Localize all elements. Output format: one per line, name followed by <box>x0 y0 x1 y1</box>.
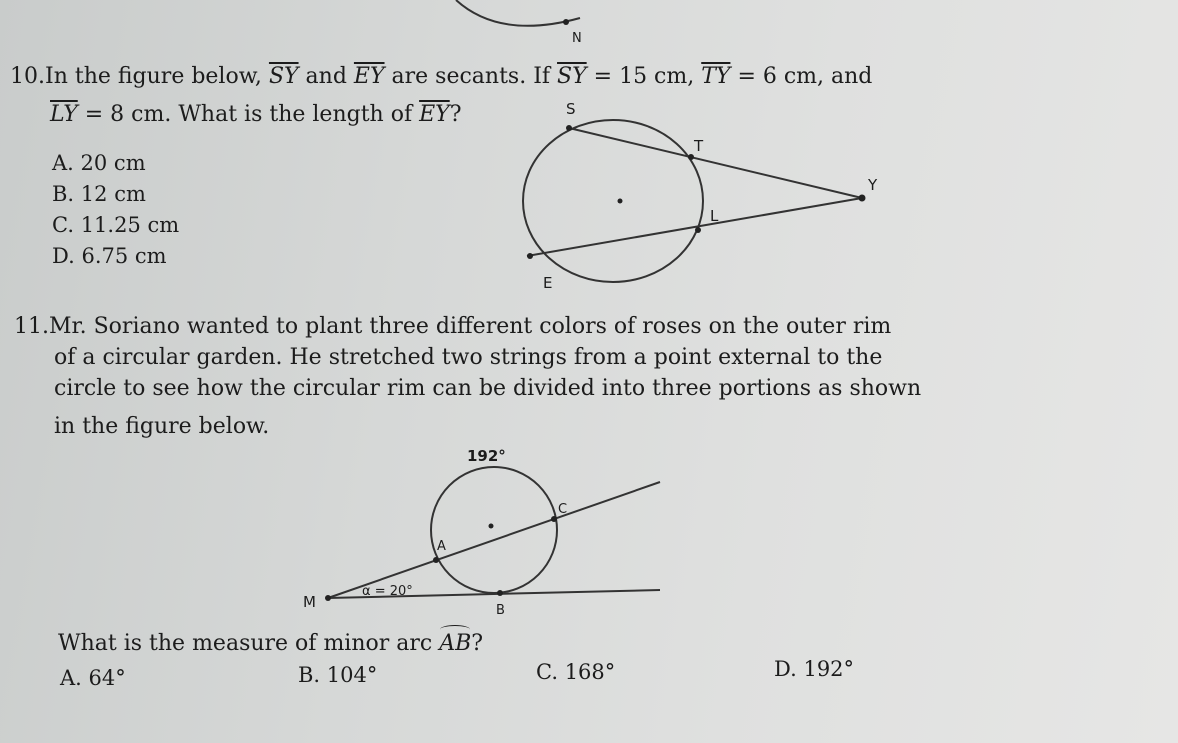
secant-ey <box>527 198 862 256</box>
q11-option-b[interactable]: B. 104° <box>298 663 378 687</box>
q11-line-2: of a circular garden. He stretched two strings from a point external to the <box>54 345 883 370</box>
point-t-label: T <box>694 137 704 155</box>
seg-ly: $\overline{LY}$ <box>50 102 78 127</box>
point-l-label: L <box>710 207 719 225</box>
secants-figure <box>523 100 878 292</box>
secant-string <box>328 482 660 598</box>
point-n-label: N <box>572 31 582 46</box>
q10-number: 10. <box>10 64 45 89</box>
q10-option-d[interactable]: D. 6.75 cm <box>52 244 167 268</box>
q11-line-3: circle to see how the circular rim can be divided into three portions as shown <box>54 376 922 401</box>
angle-label: α = 20° <box>362 584 413 599</box>
q11-option-c[interactable]: C. 168° <box>536 660 616 684</box>
q11-number: 11. <box>14 314 49 339</box>
seg-ty: $\overline{TY}$ <box>701 64 731 89</box>
point-m-label: M <box>303 593 316 611</box>
top-partial-circle <box>456 0 582 46</box>
q10-option-a[interactable]: A. 20 cm <box>52 151 146 175</box>
seg-sy: $\overline{SY}$ <box>268 64 299 89</box>
point-c-label: C <box>558 502 568 517</box>
q10-option-c[interactable]: C. 11.25 cm <box>52 213 180 237</box>
arc-ab: AB <box>439 631 471 656</box>
q11-line-1: 11.Mr. Soriano wanted to plant three different colors of roses on the outer rim <box>14 314 892 339</box>
q11-option-d[interactable]: D. 192° <box>774 657 855 681</box>
garden-figure <box>303 447 660 618</box>
q11-line-4: in the figure below. <box>54 414 270 439</box>
q10-line-2: $\overline{LY} = 8$ cm. What is the length of $\overline{EY}$? <box>50 102 462 127</box>
q11-option-a[interactable]: A. 64° <box>60 666 126 690</box>
arc-192-label: 192° <box>467 447 506 465</box>
q10-option-b[interactable]: B. 12 cm <box>52 182 146 206</box>
point-y-label: Y <box>868 176 878 194</box>
q10-line-1: 10.In the figure below, $\overline{SY}$ and $\overline{EY}$ are secants. If $\overline{SY} = 15$ cm, $\overline{TY} = 6$ cm, and <box>10 64 873 89</box>
q11-question: What is the measure of minor arc AB? <box>58 631 483 656</box>
point-a-label: A <box>437 539 446 554</box>
circle-q10 <box>523 120 703 282</box>
seg-ey: $\overline{EY}$ <box>353 64 385 89</box>
secant-sy <box>569 128 862 198</box>
center-dot <box>618 199 623 204</box>
point-b-label: B <box>496 603 505 618</box>
point-s-label: S <box>566 100 576 118</box>
circle-q11 <box>431 467 557 593</box>
point-e-label: E <box>543 274 553 292</box>
